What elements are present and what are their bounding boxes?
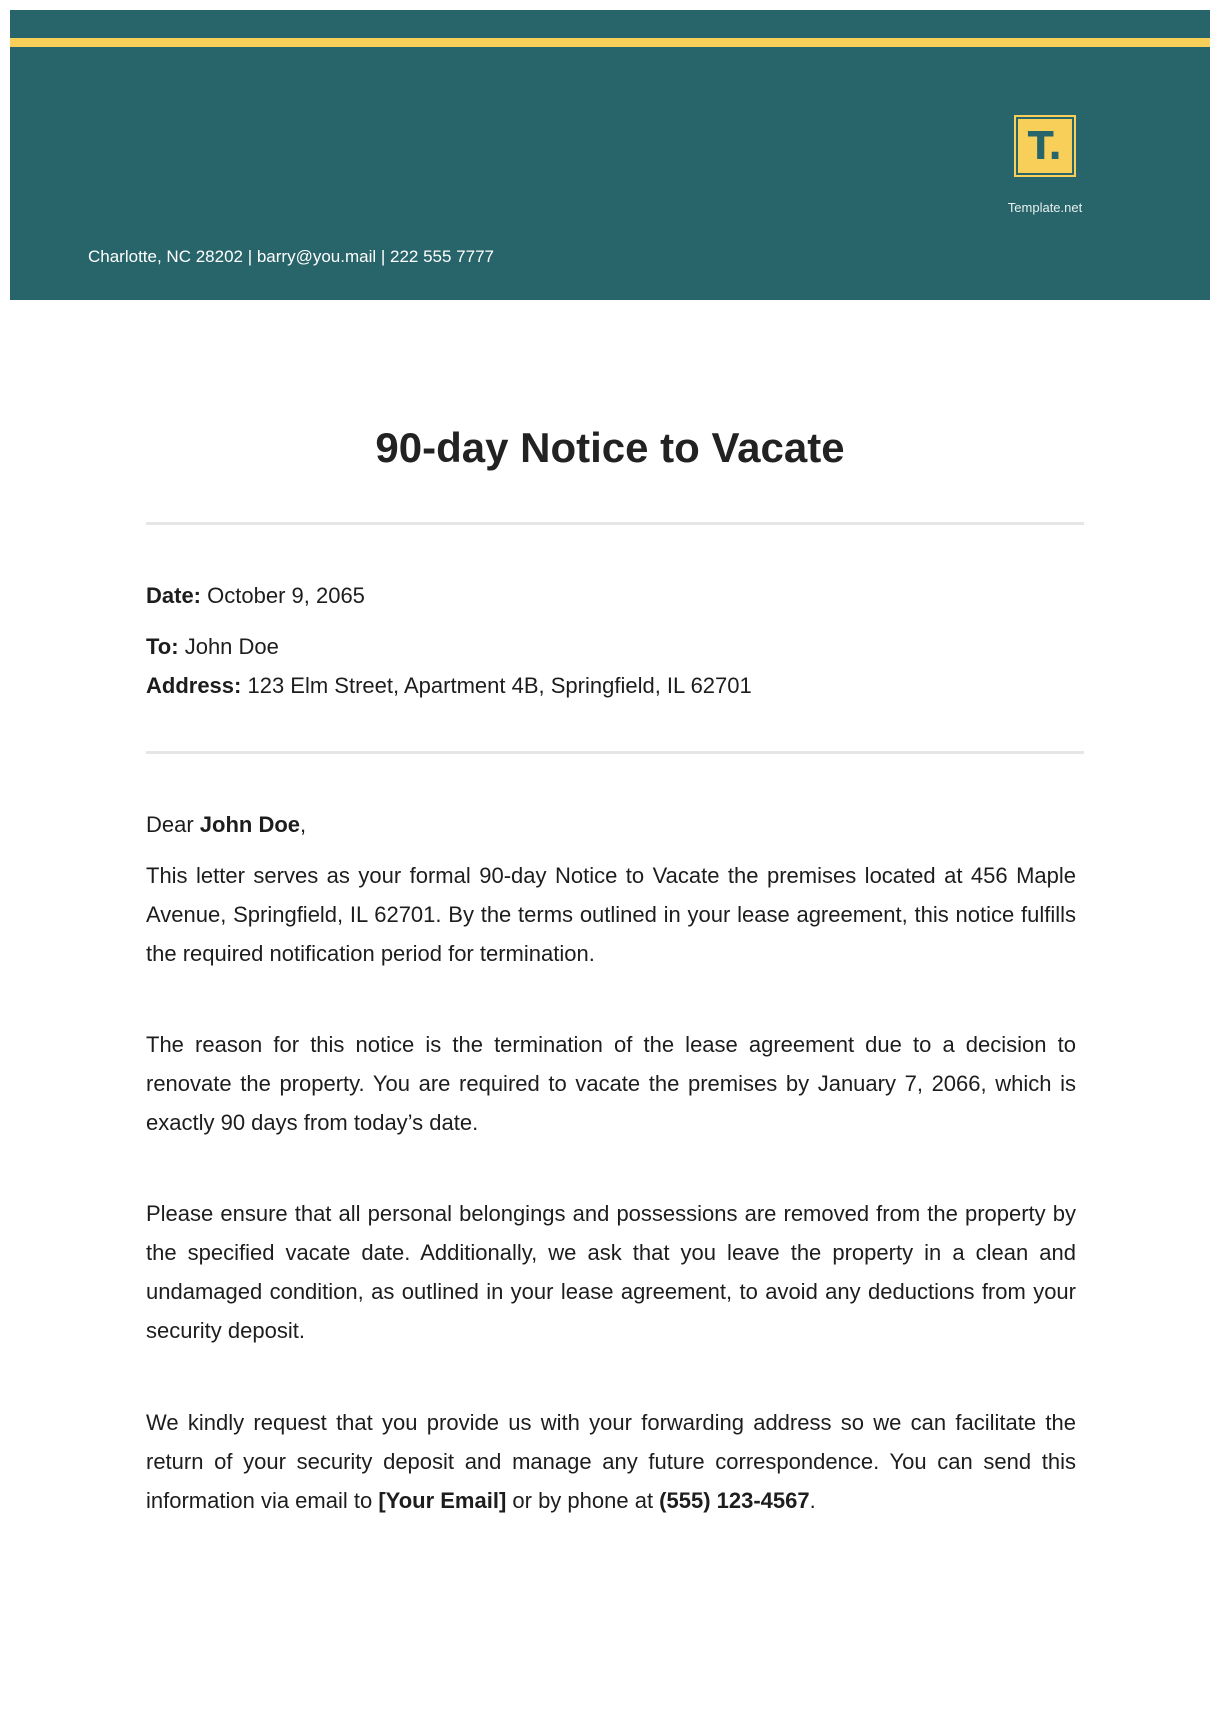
recipient-line [146, 634, 279, 660]
salutation-suffix: , [300, 812, 307, 837]
page-title: 90-day Notice to Vacate [375, 424, 845, 471]
paragraph-notice: This letter serves as your formal 90-day Notice to Vacate the premises located at 456 Maple Avenue, Springfield, IL 62701. By the terms outlined in your lease agreement, this notice fulfills the required notification period for termination. [146, 863, 1076, 966]
letterhead-banner [10, 10, 1210, 300]
sender-contact-line: Charlotte, NC 28202 | barry@you.mail | 222 555 7777 [88, 247, 494, 266]
date-value: October 9, 2065 [207, 583, 365, 608]
logo-glyph: T. [1027, 124, 1063, 168]
phone-number: (555) 123-4567 [659, 1488, 810, 1513]
address-line [146, 673, 752, 699]
paragraph-forwarding [146, 1403, 1076, 1520]
to-label: To: [146, 634, 179, 659]
date-label: Date: [146, 583, 202, 608]
to-value: John Doe [184, 634, 279, 659]
salutation-prefix: Dear [146, 812, 200, 837]
email-placeholder: [Your Email] [378, 1488, 507, 1513]
divider-top [146, 522, 1084, 525]
salutation [146, 812, 306, 838]
paragraph-reason: The reason for this notice is the termination of the lease agreement due to a decision to renovate the property. You are required to vacate the premises by January 7, 2066, which is exactly 90 days from today’s date. [146, 1032, 1076, 1135]
logo-name: Template.net [1007, 200, 1083, 215]
paragraph-condition: Please ensure that all personal belongings and possessions are removed from the property by the specified vacate date. Additionally, we ask that you leave the property in a clean and undamaged condition, as outlined in your lease agreement, to avoid any deductions from your security deposit. [146, 1201, 1076, 1343]
divider-bottom [146, 751, 1084, 754]
forwarding-text-2: or by phone at [506, 1488, 660, 1513]
salutation-name: John Doe [199, 812, 301, 837]
accent-stripe [10, 38, 1210, 47]
date-line [146, 583, 365, 609]
forwarding-end: . [809, 1488, 816, 1513]
forwarding-text-1: We kindly request that you provide us with your forwarding address so we can facilitate the return of your security deposit and manage any future correspondence. You can send this information via email to [146, 1410, 1076, 1513]
address-label: Address: [146, 673, 242, 698]
address-value: 123 Elm Street, Apartment 4B, Springfield, IL 62701 [247, 673, 752, 698]
template-logo-icon [1014, 115, 1076, 177]
